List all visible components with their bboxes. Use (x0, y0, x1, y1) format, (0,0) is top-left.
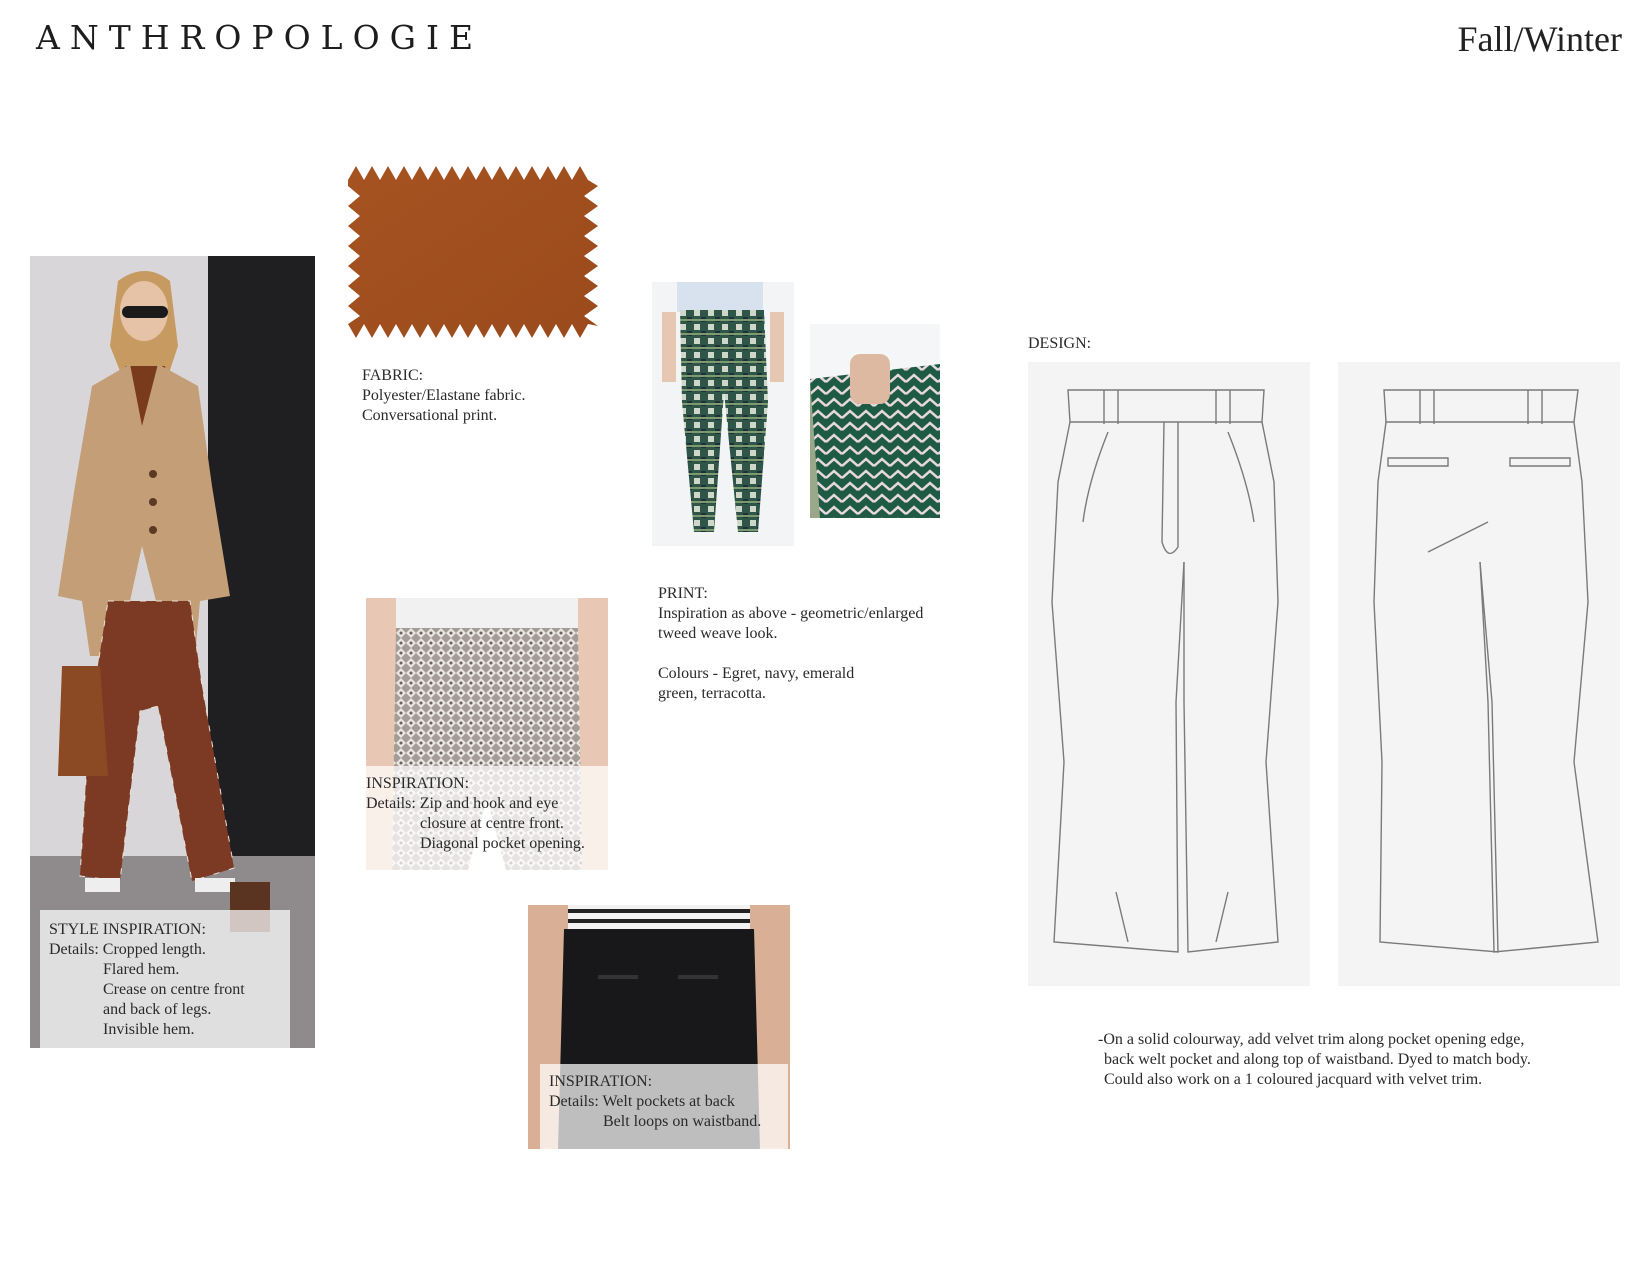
style-inspiration-line: Invisible hem. (103, 1021, 195, 1038)
fabric-swatch (348, 166, 598, 338)
fabric-title: FABRIC: (362, 367, 424, 384)
design-note-line: back welt pocket and along top of waistband. Dyed to match body. (1104, 1051, 1531, 1068)
print-title: PRINT: (658, 585, 708, 602)
fabric-line: Polyester/Elastane fabric. (362, 387, 526, 404)
fabric-line: Conversational print. (362, 407, 498, 424)
style-inspiration-title: STYLE INSPIRATION: (49, 921, 206, 938)
style-inspiration-line: Details: Cropped length. (49, 941, 206, 958)
design-note-line: -On a solid colourway, add velvet trim along pocket opening edge, (1098, 1031, 1525, 1048)
fabric-notes (362, 366, 602, 426)
inspiration-back-line: Belt loops on waistband. (603, 1113, 762, 1130)
inspiration-front-title: INSPIRATION: (366, 775, 470, 792)
design-title: DESIGN: (1028, 335, 1092, 352)
print-colours: Colours - Egret, navy, emerald (658, 665, 855, 682)
print-colours: green, terracotta. (658, 685, 766, 702)
style-inspiration-line: and back of legs. (103, 1001, 212, 1018)
inspiration-front-line: Diagonal pocket opening. (420, 835, 585, 852)
inspiration-back-title: INSPIRATION: (549, 1073, 653, 1090)
style-inspiration-caption (40, 910, 290, 1048)
inspiration-back-caption (540, 1064, 788, 1158)
design-note-line: Could also work on a 1 coloured jacquard with velvet trim. (1104, 1071, 1483, 1088)
back-pants-sketch (1338, 362, 1620, 986)
print-line: Inspiration as above - geometric/enlarged (658, 605, 924, 622)
inspiration-front-line: closure at centre front. (420, 815, 564, 832)
print-photo-detail (810, 324, 940, 518)
style-inspiration-line: Crease on centre front (103, 981, 245, 998)
inspiration-front-line: Details: Zip and hook and eye (366, 795, 559, 812)
inspiration-back-line: Details: Welt pockets at back (549, 1093, 735, 1110)
design-notes (1098, 1030, 1618, 1090)
front-pants-sketch (1028, 362, 1310, 986)
season-title: Fall/Winter (1457, 19, 1622, 59)
style-inspiration-line: Flared hem. (103, 961, 180, 978)
print-notes (658, 584, 958, 704)
print-photo-full (652, 282, 794, 546)
inspiration-front-caption (356, 766, 612, 878)
print-line: tweed weave look. (658, 625, 778, 642)
brand-logo: ANTHROPOLOGIE (36, 18, 484, 57)
